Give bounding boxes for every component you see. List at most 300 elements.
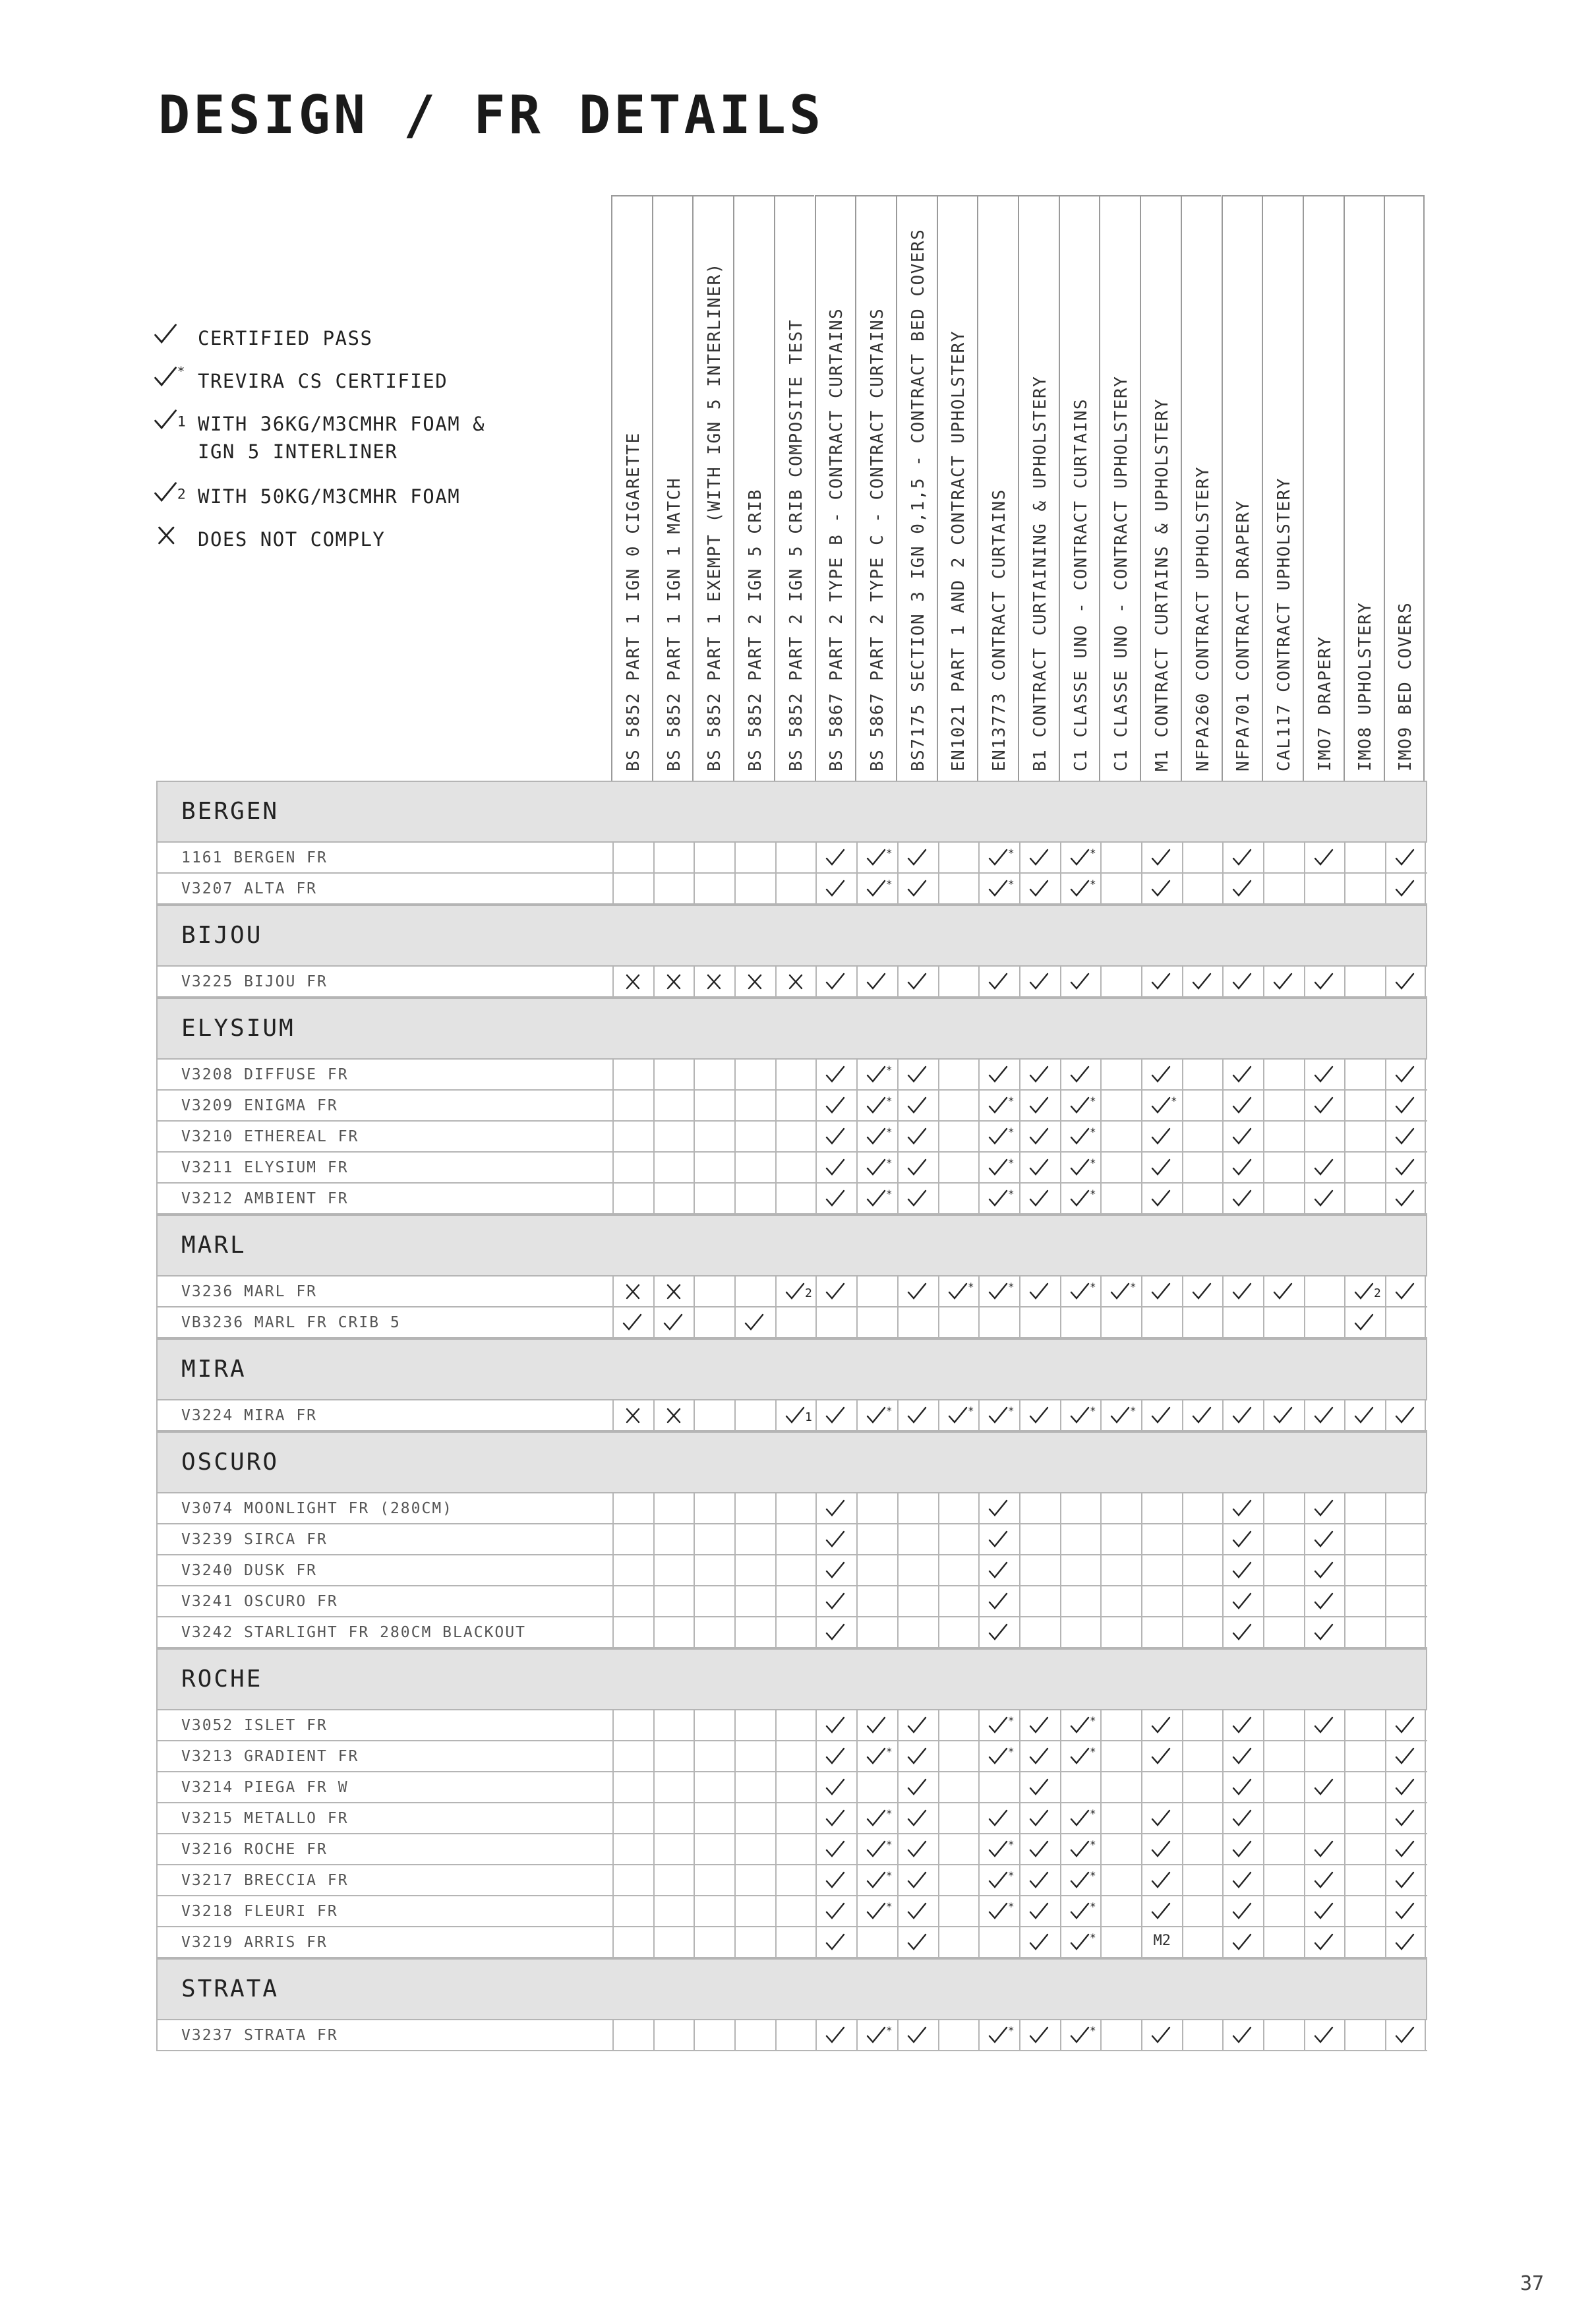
table-cell [694,1834,734,1864]
table-cell [1182,1122,1223,1151]
check-icon [1231,1808,1259,1829]
table-cell [1385,1524,1426,1554]
check-star-icon [1069,1808,1097,1829]
table-row [156,1277,1427,1307]
check-icon [1313,1932,1341,1953]
check-1-icon [784,1405,812,1426]
table-cell [1222,1834,1263,1864]
check-icon [906,1064,934,1085]
table-cell [938,2020,979,2050]
table-cell [1263,1122,1304,1151]
table-cell [1385,1772,1426,1802]
check-star-icon [988,1188,1015,1209]
check-icon [1313,1622,1341,1643]
svg-text:*: * [886,1870,893,1882]
check-icon [1394,1839,1422,1860]
check-star-icon [1069,1839,1097,1860]
svg-text:*: * [1089,1281,1096,1293]
product-name: V3216 ROCHE FR [181,1841,328,1858]
check-icon [906,1746,934,1767]
check-icon [1313,847,1341,868]
table-cell [1060,1153,1101,1182]
check-icon [825,1095,852,1116]
table-cell [1141,1555,1182,1585]
check-icon [1231,1715,1259,1736]
product-name: V3208 DIFFUSE FR [181,1066,349,1083]
table-cell [978,1091,1019,1120]
table-cell [815,1307,856,1337]
svg-text:*: * [1130,1405,1137,1417]
table-cell [897,1710,938,1740]
table-cell [1304,1834,1345,1864]
table-row [156,874,1427,905]
product-name: V3052 ISLET FR [181,1717,328,1734]
check-icon [1231,1188,1259,1209]
table-cell [1222,874,1263,903]
table-cell [815,1617,856,1647]
check-star-icon [988,1839,1015,1860]
table-cell [694,2020,734,2050]
table-cell [815,2020,856,2050]
table-cell [1019,1400,1060,1430]
table-cell [734,1400,775,1430]
check-icon [825,1498,852,1519]
check-icon [825,847,852,868]
table-cell [775,1091,816,1120]
table-cell [1344,1493,1385,1523]
legend-item [153,322,608,365]
check-icon [906,1808,934,1829]
column-header: IMO8 UPHOLSTERY [1344,195,1384,781]
table-cell [775,843,816,872]
svg-text:1: 1 [804,1410,812,1424]
check-icon [1231,1095,1259,1116]
check-icon [1272,971,1300,992]
svg-text:*: * [1089,1188,1096,1200]
table-cell [1344,1865,1385,1895]
check-icon [1231,1498,1259,1519]
check-icon [1353,1312,1381,1333]
table-cell [1060,1772,1101,1802]
check-star-icon [988,878,1015,899]
table-cell [1141,1153,1182,1182]
table-cell [978,1307,1019,1337]
table-cell [1344,1617,1385,1647]
table-cell [1100,1896,1141,1926]
check-star-icon [1069,1405,1097,1426]
table-cell [856,1184,897,1213]
table-cell [1182,1060,1223,1089]
check-icon [1313,1157,1341,1178]
svg-text:*: * [1089,1746,1096,1758]
check-icon [1231,1281,1259,1302]
table-cell [938,1896,979,1926]
table-cell [1304,1710,1345,1740]
table-cell [856,1307,897,1337]
check-icon [1150,2025,1178,2046]
table-cell [938,1834,979,1864]
legend-label: WITH 50KG/M3CMHR FOAM [198,485,461,508]
legend-label: CERTIFIED PASS [198,327,373,349]
table-cell [734,1555,775,1585]
table-cell [1019,1524,1060,1554]
check-icon [1313,1715,1341,1736]
table-cell [856,1865,897,1895]
table-cell [1019,1184,1060,1213]
svg-text:*: * [1008,1095,1015,1107]
check-icon [825,1126,852,1147]
table-cell [897,1060,938,1089]
table-cell [1100,1153,1141,1182]
table-cell [897,1307,938,1337]
table-cell [1304,1803,1345,1833]
table-cell [1263,1091,1304,1120]
product-name: V3212 AMBIENT FR [181,1190,349,1207]
svg-text:*: * [1008,1746,1015,1758]
check-star-icon [866,1405,893,1426]
cross-icon [622,1281,649,1302]
table-cell [856,1060,897,1089]
table-cell [1182,1307,1223,1337]
table-cell [856,1772,897,1802]
table-cell [1344,843,1385,872]
check-icon [1231,2025,1259,2046]
svg-text:*: * [1089,1715,1096,1727]
table-cell [1385,874,1426,903]
table-cell [1182,874,1223,903]
check-icon [1394,2025,1422,2046]
column-header: BS 5867 PART 2 TYPE B - CONTRACT CURTAINS [815,195,856,781]
table-cell [978,1555,1019,1585]
column-header: C1 CLASSE UNO - CONTRACT CURTAINS [1059,195,1100,781]
table-cell [694,1586,734,1616]
group-header-bijou [156,905,1427,967]
check-icon [1231,1064,1259,1085]
table-cell [775,1122,816,1151]
check-icon [1231,1591,1259,1612]
legend-label: WITH 36KG/M3CMHR FOAM & IGN 5 INTERLINER [198,413,486,463]
check-2-icon [784,1281,812,1302]
check-icon [825,1591,852,1612]
table-cell [653,1927,694,1957]
table-cell [612,2020,653,2050]
table-cell [1222,1153,1263,1182]
table-cell [1019,1617,1060,1647]
table-row [156,1060,1427,1091]
table-cell [1304,1927,1345,1957]
table-cell [653,1710,694,1740]
table-cell [1182,1927,1223,1957]
table-cell [815,1586,856,1616]
check-icon [1313,1560,1341,1581]
table-cell [1263,967,1304,996]
table-cell [734,1710,775,1740]
table-cell [978,1896,1019,1926]
check-star-icon [988,1281,1015,1302]
table-cell [1222,1060,1263,1089]
check-icon [825,1157,852,1178]
table-row [156,1091,1427,1122]
column-header: BS7175 SECTION 3 IGN 0,1,5 - CONTRACT BED COVERS [896,195,937,781]
table-cell [1141,1060,1182,1089]
table-cell [815,1927,856,1957]
table-cell [612,1586,653,1616]
check-icon [1028,1746,1056,1767]
check-icon [825,1901,852,1922]
group-label: MIRA [181,1356,247,1383]
table-cell [1222,1586,1263,1616]
check-icon [1394,1095,1422,1116]
check-icon [1150,1157,1178,1178]
table-cell [815,967,856,996]
table-cell [856,1122,897,1151]
table-cell [612,1122,653,1151]
check-star-icon [866,1870,893,1891]
table-cell [815,1153,856,1182]
table-cell [1263,1803,1304,1833]
group-label: STRATA [181,1975,280,2002]
table-cell [1100,1493,1141,1523]
check-icon [1313,2025,1341,2046]
svg-text:*: * [1170,1095,1177,1107]
table-cell [694,1493,734,1523]
table-cell [856,1277,897,1306]
svg-text:*: * [886,1839,893,1851]
check-star-icon [1109,1405,1137,1426]
table-cell [734,1865,775,1895]
check-star-icon [866,1188,893,1209]
table-cell [856,1400,897,1430]
check-icon [1150,1746,1178,1767]
check-icon [1028,1870,1056,1891]
table-cell [694,1122,734,1151]
table-cell [775,1277,816,1306]
table-cell [1344,1524,1385,1554]
table-cell [978,2020,1019,2050]
table-cell [938,1555,979,1585]
table-cell [978,874,1019,903]
svg-text:*: * [1089,1095,1096,1107]
product-name: V3074 MOONLIGHT FR (280CM) [181,1500,454,1517]
table-row [156,1617,1427,1648]
table-cell [1385,1803,1426,1833]
table-cell [815,1710,856,1740]
table-cell [694,1091,734,1120]
table-cell [1263,1927,1304,1957]
check-icon [1313,1529,1341,1550]
table-row [156,1710,1427,1741]
check-star-icon [1109,1281,1137,1302]
check-icon [1028,1126,1056,1147]
table-cell [1222,1710,1263,1740]
table-cell [734,1741,775,1771]
table-cell [1304,1277,1345,1306]
check-star-icon [1069,1746,1097,1767]
check-icon [825,1870,852,1891]
table-cell [1263,1307,1304,1337]
table-cell [1141,1307,1182,1337]
svg-text:*: * [886,1746,893,1758]
table-cell [1344,1710,1385,1740]
table-cell [856,874,897,903]
page-title: DESIGN / FR DETAILS [158,84,825,146]
table-cell [1100,1710,1141,1740]
check-icon [906,878,934,899]
table-cell [1222,843,1263,872]
table-row [156,967,1427,998]
table-cell [734,874,775,903]
svg-text:2: 2 [804,1286,812,1300]
check-icon [825,1715,852,1736]
cross-icon [622,1405,649,1426]
table-cell [856,967,897,996]
table-cell [1304,1184,1345,1213]
table-cell [1263,1772,1304,1802]
svg-text:*: * [1008,1405,1015,1417]
table-cell [1060,1091,1101,1120]
table-cell [1141,1277,1182,1306]
table-cell [1060,1865,1101,1895]
check-icon [1231,1126,1259,1147]
svg-text:*: * [886,847,893,859]
table-cell [1344,1153,1385,1182]
table-cell [856,1896,897,1926]
legend-label: TREVIRA CS CERTIFIED [198,370,448,392]
table-cell [1385,1400,1426,1430]
table-cell [1263,1400,1304,1430]
check-icon [1231,1746,1259,1767]
table-cell [653,843,694,872]
table-cell [1222,1524,1263,1554]
check-icon [1231,1157,1259,1178]
check-icon [1028,1839,1056,1860]
table-cell [1141,1091,1182,1120]
group-label: BIJOU [181,922,263,949]
table-cell [1222,1122,1263,1151]
table-cell [856,843,897,872]
table-cell [1222,1617,1263,1647]
table-cell [815,843,856,872]
check-icon [906,971,934,992]
check-star-icon [866,1126,893,1147]
svg-text:2: 2 [1374,1286,1382,1300]
table-cell [1182,1153,1223,1182]
check-icon [1028,1064,1056,1085]
svg-text:*: * [177,365,185,379]
check-star-icon [1069,1932,1097,1953]
table-cell [1141,1586,1182,1616]
check-icon [1231,847,1259,868]
table-cell [734,1277,775,1306]
legend-item [153,480,608,523]
table-cell [1263,1617,1304,1647]
table-cell [1344,1184,1385,1213]
table-cell [694,1617,734,1647]
check-icon [1313,1777,1341,1798]
table-cell [1385,1122,1426,1151]
check-icon [1028,878,1056,899]
table-cell [1385,1091,1426,1120]
group-header-marl [156,1215,1427,1277]
check-icon [988,1591,1015,1612]
check-star-icon [1069,1126,1097,1147]
table-cell [734,1617,775,1647]
table-cell [1385,1834,1426,1864]
check-icon [1150,1870,1178,1891]
table-cell [775,967,816,996]
check-star-icon [947,1281,975,1302]
check-icon [825,1560,852,1581]
table-cell [612,1277,653,1306]
table-cell [815,1865,856,1895]
column-header: BS 5852 PART 1 IGN 0 CIGARETTE [611,195,652,781]
svg-text:*: * [886,1157,893,1169]
table-cell [1019,1710,1060,1740]
table-row [156,1741,1427,1772]
table-cell [612,1091,653,1120]
check-icon [906,1126,934,1147]
table-cell [1304,1617,1345,1647]
table-cell [978,1524,1019,1554]
table-cell [653,1772,694,1802]
table-cell [612,1834,653,1864]
check-icon [1394,1188,1422,1209]
table-cell [1060,967,1101,996]
table-cell [653,1524,694,1554]
check-icon [1394,1932,1422,1953]
table-cell [1222,1803,1263,1833]
table-cell [938,1927,979,1957]
check-icon [1150,847,1178,868]
table-cell [1344,2020,1385,2050]
check-icon [988,971,1015,992]
table-cell [1304,1772,1345,1802]
table-cell [1304,1555,1345,1585]
table-cell [1141,1927,1182,1957]
table-cell [694,1400,734,1430]
table-cell [1060,1896,1101,1926]
table-cell [897,1277,938,1306]
table-cell [978,1927,1019,1957]
table-cell [1304,1060,1345,1089]
table-row [156,1865,1427,1896]
check-icon [1231,1870,1259,1891]
check-icon [1231,1901,1259,1922]
check-icon [1028,1932,1056,1953]
check-icon [1150,1839,1178,1860]
legend-label: DOES NOT COMPLY [198,528,386,551]
table-cell [978,1710,1019,1740]
table-cell [694,1277,734,1306]
table-cell [734,1524,775,1554]
group-header-roche [156,1648,1427,1710]
table-cell [1385,1710,1426,1740]
table-cell [1263,1896,1304,1926]
svg-text:*: * [1089,1932,1096,1944]
check-star-icon [988,1746,1015,1767]
check-star-icon [988,1126,1015,1147]
table-cell [1100,843,1141,872]
check-icon [825,1932,852,1953]
table-cell [897,1555,938,1585]
table-cell [856,1555,897,1585]
check-star-icon [988,1157,1015,1178]
table-cell [1100,1122,1141,1151]
table-cell [1263,1865,1304,1895]
table-cell [1222,1741,1263,1771]
table-cell [1385,1184,1426,1213]
table-cell [1182,1896,1223,1926]
